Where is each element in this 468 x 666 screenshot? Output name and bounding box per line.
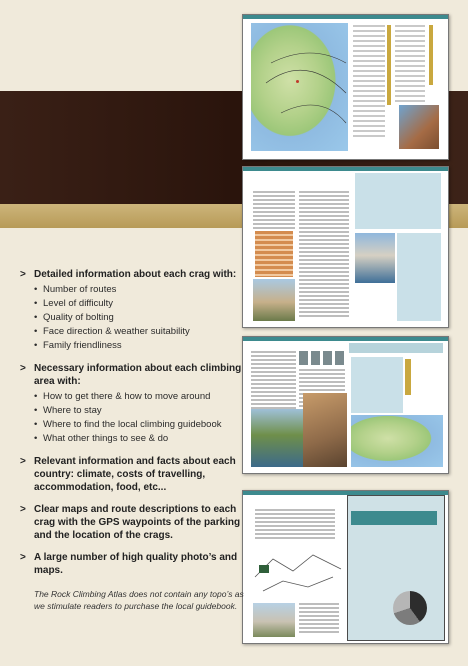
list-item: • What other things to see & do: [34, 432, 248, 446]
bullet-marker: >: [20, 363, 26, 374]
list-item: • Number of routes: [34, 283, 248, 297]
icon-row: [299, 351, 347, 365]
list-item: • Quality of bolting: [34, 311, 248, 325]
legend-bar: [405, 359, 411, 395]
grade-chart: [393, 591, 427, 625]
feature-items: [20, 390, 248, 446]
list-item: • Level of difficulty: [34, 297, 248, 311]
page-header-bar: [243, 167, 448, 171]
section-title: [20, 551, 248, 577]
info-panel: [355, 173, 441, 229]
map-route-arcs: [251, 23, 348, 151]
feature-list: [20, 268, 248, 586]
topo-strip: [351, 511, 437, 525]
section-title-text: Clear maps and route descriptions to each crag with the GPS waypoints of the parking and the location of the crags.: [34, 504, 241, 541]
list-item: • Where to find the local climbing guidebook: [34, 418, 248, 432]
crag-index-list-a: [353, 25, 385, 140]
section-title-text: Detailed information about each crag with:: [34, 269, 237, 280]
feature-section-country: [20, 455, 248, 494]
page-header-bar: [243, 337, 448, 341]
bullet-marker: >: [20, 504, 26, 515]
preview-spread-climbing-area: [242, 336, 449, 474]
section-title: [20, 503, 248, 542]
grade-bar-list: [387, 25, 391, 105]
disclaimer-note: The Rock Climbing Atlas does not contain any topo’s as we stimulate readers to purchase the local guidebook.: [34, 589, 244, 611]
feature-section-crag: [20, 268, 248, 353]
feature-section-photos: [20, 551, 248, 577]
page-header-bar: [243, 15, 448, 19]
crag-text-lines-2: [299, 603, 339, 635]
section-title: [20, 455, 248, 494]
bullet-marker: >: [20, 456, 26, 467]
section-title: [20, 362, 248, 388]
map-pin-marker: [296, 80, 299, 83]
approach-sketch-map: [253, 547, 343, 597]
sea-cliff-photo: [399, 105, 439, 149]
feature-section-maps: [20, 503, 248, 542]
area-header-panel: [349, 343, 443, 353]
text-panel: [351, 357, 403, 413]
section-title-text: Necessary information about each climbing area with:: [34, 363, 242, 387]
crag-photo: [253, 603, 295, 637]
town-photo: [253, 279, 295, 321]
area-map-image: [351, 415, 443, 467]
bullet-marker: >: [20, 552, 26, 563]
grade-bar-list: [429, 25, 433, 85]
harbour-photo: [355, 233, 395, 283]
bullet-marker: >: [20, 269, 26, 280]
preview-spread-crag-topo: [242, 490, 449, 644]
list-item: • Family friendliness: [34, 339, 248, 353]
preview-spread-crag-info: [242, 166, 449, 328]
feature-section-area: [20, 362, 248, 446]
lake-photo: [251, 409, 303, 467]
crag-text-lines: [255, 509, 335, 541]
intro-text-lines: [253, 191, 295, 231]
section-title-text: A large number of high quality photo’s and maps.: [34, 552, 238, 576]
preview-spread-map-index: [242, 14, 449, 160]
crag-index-list-b: [395, 25, 425, 105]
climber-photo: [303, 393, 347, 467]
section-title-text: Relevant information and facts about each country: climate, costs of travelling, accommodation, food, etc...: [34, 456, 236, 493]
route-table: [255, 231, 293, 277]
list-item: • Where to stay: [34, 404, 248, 418]
info-panel: [397, 233, 441, 321]
list-item: • Face direction & weather suitability: [34, 325, 248, 339]
area-text-lines: [251, 351, 296, 415]
body-text-lines: [299, 191, 349, 319]
feature-items: [20, 283, 248, 353]
list-item: • How to get there & how to move around: [34, 390, 248, 404]
section-title: [20, 268, 248, 281]
